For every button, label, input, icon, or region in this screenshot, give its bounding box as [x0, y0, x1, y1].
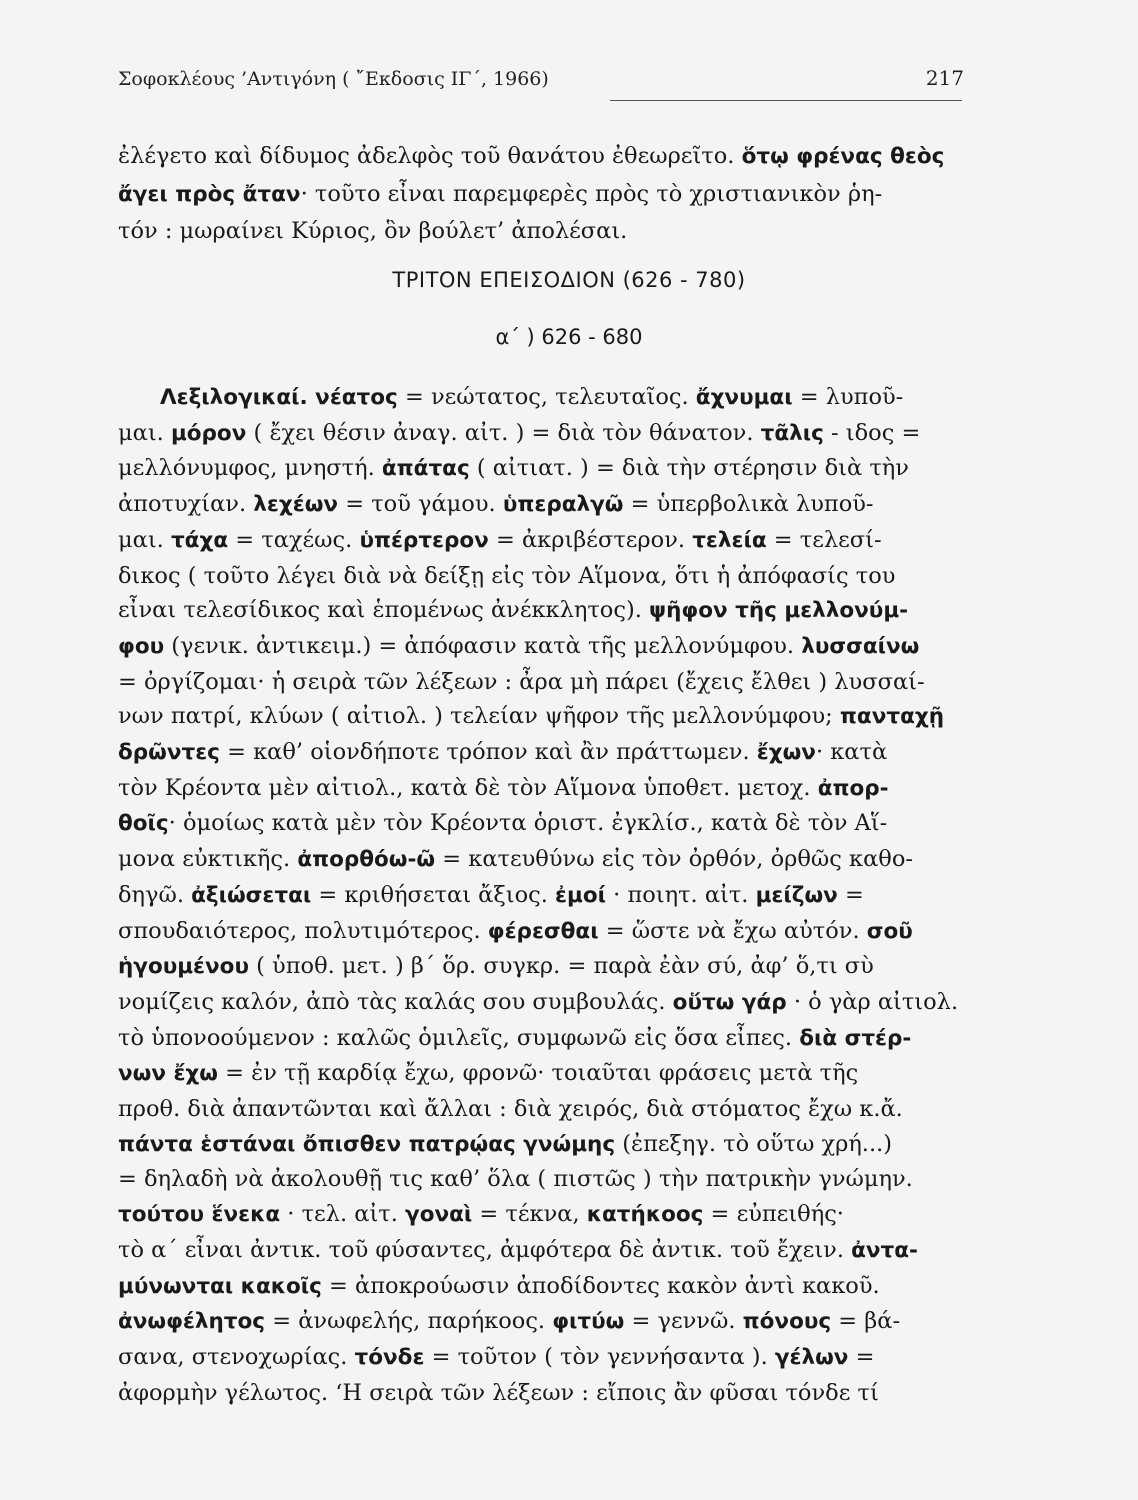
- text-line: [118, 1340, 970, 1376]
- bold-term: πάντα ἑστάναι ὄπισθεν πατρῴας γνώμης: [118, 1131, 616, 1157]
- text-line: [118, 735, 970, 771]
- text-run: ( ὑποθ. μετ. ) β΄ ὅρ. συγκρ. = παρὰ ἐὰν σύ, ἀφ’ ὅ,τι σὺ: [248, 953, 874, 980]
- text-run: =: [837, 881, 864, 908]
- bold-term: μόρον: [170, 420, 247, 446]
- bold-term: τάχα: [170, 527, 229, 553]
- bold-term: μείζων: [755, 882, 838, 908]
- text-run: μονα εὐκτικῆς.: [118, 846, 298, 873]
- text-run: σανα, στενοχωρίας.: [118, 1343, 355, 1370]
- text-line: [118, 416, 970, 452]
- text-run: (ἐπεξηγ. τὸ οὕτω χρή...): [615, 1130, 893, 1157]
- text-line: [118, 380, 970, 416]
- text-run: = ἀνωφελής, παρήκοος.: [265, 1308, 553, 1335]
- text-line: [118, 1197, 970, 1233]
- text-run: μελλόνυμφος, μνηστή.: [118, 455, 382, 482]
- text-run: = ἀκριβέστερον.: [488, 526, 693, 553]
- text-run: · ὁμοίως κατὰ μὲν τὸν Κρέοντα ὁριστ. ἐγκλίσ., κατὰ δὲ τὸν Αἵ-: [168, 810, 888, 837]
- text-run: =: [848, 1343, 875, 1370]
- text-line: [118, 878, 970, 914]
- text-run: = βά-: [831, 1308, 901, 1335]
- text-run: ἀποτυχίαν.: [118, 491, 254, 518]
- bold-term: τελεία: [692, 527, 767, 553]
- bold-term: ἔχων: [756, 740, 816, 766]
- text-run: = ὀργίζομαι· ἡ σειρὰ τῶν λέξεων : ἆρα μὴ πάρει (ἔχεις ἔλθει ) λυσσαί-: [118, 668, 925, 695]
- bold-term: τᾶλις: [760, 420, 824, 446]
- text-line: [118, 1376, 970, 1411]
- text-run: · ποιητ. αἰτ.: [605, 881, 756, 908]
- text-run: = τοῦ γάμου.: [338, 491, 503, 518]
- bold-term: κατήκοος: [586, 1202, 704, 1228]
- header-rule: [610, 100, 962, 101]
- bold-term: ἀπορθόω-ῶ: [297, 847, 436, 873]
- text-run: = ταχέως.: [228, 526, 360, 553]
- bold-term: νέατος: [315, 385, 398, 410]
- bold-term: φου: [118, 633, 165, 659]
- bold-term: γέλων: [774, 1344, 849, 1370]
- text-run: · ὁ γὰρ αἰτιολ.: [786, 988, 959, 1015]
- text-line: [118, 213, 970, 250]
- text-run: δικος ( τοῦτο λέγει διὰ νὰ δείξῃ εἰς τὸν Αἵμονα, ὅτι ἡ ἀπόφασίς του: [118, 562, 896, 589]
- text-line: [118, 1056, 970, 1092]
- bold-term: τόνδε: [354, 1344, 425, 1370]
- text-run: = εὐπειθής·: [703, 1201, 844, 1228]
- bold-term: ὅτῳ φρένας θεὸς: [741, 144, 945, 169]
- text-run: - ιδος =: [823, 419, 921, 446]
- bold-term: θοῖς: [118, 811, 169, 837]
- intro-paragraph: [118, 138, 970, 250]
- text-run: τὸν Κρέοντα μὲν αἰτιολ., κατὰ δὲ τὸν Αἵμονα ὑποθετ. μετοχ.: [118, 774, 818, 801]
- subsection-title: α΄ ) 626 - 680: [495, 325, 643, 349]
- text-run: σπουδαιότερος, πολυτιμότερος.: [118, 917, 488, 944]
- section-title: ΤΡΙΤΟΝ ΕΠΕΙΣΟΔΙΟΝ (626 - 780): [392, 268, 746, 292]
- bold-term: φέρεσθαι: [487, 918, 599, 944]
- text-line: [118, 1304, 970, 1340]
- text-run: = ὑπερβολικὰ λυποῦ-: [623, 491, 874, 518]
- text-line: [118, 523, 970, 559]
- text-run: = τελεσί-: [766, 526, 882, 553]
- text-line: [118, 451, 970, 487]
- bold-term: ἄγει πρὸς ἄταν: [118, 181, 301, 207]
- bold-term: λεχέων: [253, 492, 339, 518]
- text-line: [118, 593, 970, 629]
- text-line: [118, 138, 970, 176]
- text-run: προθ. διὰ ἀπαντῶνται καὶ ἄλλαι : διὰ χειρός, διὰ στόματος ἔχω κ.ἄ.: [118, 1096, 903, 1123]
- glossary-paragraph: [118, 380, 970, 1410]
- text-run: · τελ. αἰτ.: [280, 1201, 406, 1228]
- bold-term: ἀπάτας: [381, 456, 470, 482]
- bold-term: οὕτω γάρ: [672, 989, 787, 1015]
- bold-term: πόνους: [742, 1309, 832, 1335]
- text-line: [118, 842, 970, 878]
- bold-term: σοῦ: [866, 918, 913, 944]
- bold-term: γοναὶ: [405, 1202, 473, 1228]
- text-line: [118, 985, 970, 1021]
- text-line: [118, 914, 970, 950]
- text-run: = ὥστε νὰ ἔχω αὐτόν.: [598, 917, 867, 944]
- bold-term: ἄχνυμαι: [695, 385, 793, 410]
- text-run: = τέκνα,: [472, 1201, 587, 1228]
- bold-term: ἀντα-: [851, 1237, 918, 1263]
- text-run: = καθ’ οἱονδήποτε τρόπον καὶ ἂν πράττωμεν.: [219, 739, 757, 766]
- bold-term: μύνωνται κακοῖς: [118, 1273, 322, 1299]
- text-run: μαι.: [118, 526, 171, 553]
- text-line: [118, 806, 970, 842]
- running-title: Σοφοκλέους ’Αντιγόνη ( ῎Εκδοσις ΙΓ΄, 1966): [118, 68, 549, 90]
- bold-term: ἐμοί: [555, 882, 606, 908]
- text-line: [118, 699, 970, 735]
- text-run: · τοῦτο εἶναι παρεμφερὲς πρὸς τὸ χριστιανικὸν ῥη-: [300, 180, 883, 207]
- bold-term: δρῶντες: [118, 740, 220, 766]
- text-run: = κριθήσεται ἄξιος.: [311, 881, 556, 908]
- bold-term: φιτύω: [552, 1309, 625, 1335]
- bold-term: νων ἔχω: [118, 1061, 218, 1087]
- text-line: [118, 559, 970, 594]
- text-run: · κατὰ: [815, 739, 888, 766]
- text-run: = τοῦτον ( τὸν γεννήσαντα ).: [424, 1343, 775, 1370]
- bold-term: τούτου ἕνεκα: [118, 1202, 281, 1228]
- text-run: = κατευθύνω εἰς τὸν ὀρθόν, ὀρθῶς καθο-: [435, 846, 913, 873]
- bold-term: ὑπέρτερον: [359, 527, 489, 553]
- bold-term: ἡγουμένου: [118, 954, 249, 980]
- text-run: τὸ α΄ εἶναι ἀντικ. τοῦ φύσαντες, ἀμφότερα δὲ ἀντικ. τοῦ ἔχειν.: [118, 1236, 852, 1263]
- text-run: δηγῶ.: [118, 881, 192, 908]
- text-line: [118, 629, 970, 665]
- bold-term: ὑπεραλγῶ: [502, 492, 624, 518]
- text-run: εἶναι τελεσίδικος καὶ ἑπομένως ἀνέκκλητος).: [118, 597, 650, 624]
- text-run: μαι.: [118, 419, 171, 446]
- text-run: = λυποῦ-: [792, 384, 904, 410]
- text-line: [118, 176, 970, 214]
- page-header: [118, 66, 964, 90]
- text-line: [118, 665, 970, 700]
- bold-term: πανταχῇ: [839, 704, 945, 730]
- bold-term: ἀξιώσεται: [191, 882, 312, 908]
- text-line: [118, 1233, 970, 1269]
- text-line: [118, 487, 970, 523]
- text-line: [118, 1127, 970, 1163]
- text-run: = ἀποκρούωσιν ἀποδίδοντες κακὸν ἀντὶ κακοῦ.: [321, 1272, 880, 1299]
- bold-term: Λεξιλογικαί.: [160, 385, 316, 410]
- text-run: νομίζεις καλόν, ἀπὸ τὰς καλάς σου συμβουλάς.: [118, 988, 673, 1015]
- text-run: = ἐν τῇ καρδίᾳ ἔχω, φρονῶ· τοιαῦται φράσεις μετὰ τῆς: [217, 1060, 859, 1087]
- text-line: [118, 949, 970, 985]
- text-run: = νεώτατος, τελευταῖος.: [397, 384, 696, 410]
- text-run: = δηλαδὴ νὰ ἀκολουθῇ τις καθ’ ὅλα ( πιστῶς ) τὴν πατρικὴν γνώμην.: [118, 1166, 913, 1193]
- text-line: [118, 1162, 970, 1197]
- bold-term: ἀνωφέλητος: [118, 1309, 266, 1335]
- text-run: ἀφορμὴν γέλωτος. ‘Η σειρὰ τῶν λέξεων : εἴποις ἂν φῦσαι τόνδε τί: [118, 1379, 879, 1406]
- bold-term: ψῆφον τῆς μελλονύμ-: [649, 598, 909, 624]
- text-run: τόν : μωραίνει Κύριος, ὃν βούλετ’ ἀπολέσαι.: [118, 218, 628, 244]
- text-run: τὸ ὑπονοούμενον : καλῶς ὁμιλεῖς, συμφωνῶ εἰς ὅσα εἶπες.: [118, 1024, 800, 1051]
- text-run: (γενικ. ἀντικειμ.) = ἀπόφασιν κατὰ τῆς μελλονύμφου.: [164, 632, 802, 659]
- text-line: [118, 1269, 970, 1305]
- page-number: 217: [925, 66, 964, 90]
- text-run: = γεννῶ.: [624, 1308, 743, 1335]
- text-run: ( αἰτιατ. ) = διὰ τὴν στέρησιν διὰ τὴν: [469, 455, 909, 482]
- text-run: νων πατρί, κλύων ( αἰτιολ. ) τελείαν ψῆφον τῆς μελλονύμφου;: [118, 703, 840, 730]
- text-run: ( ἔχει θέσιν ἀναγ. αἰτ. ) = διὰ τὸν θάνατον.: [246, 419, 761, 446]
- bold-term: ἀπορ-: [817, 775, 889, 801]
- text-line: [118, 1021, 970, 1057]
- text-line: [118, 1092, 970, 1127]
- text-run: ἐλέγετο καὶ δίδυμος ἀδελφὸς τοῦ θανάτου ἐθεωρεῖτο.: [118, 143, 742, 169]
- text-line: [118, 771, 970, 807]
- bold-term: διὰ στέρ-: [799, 1025, 912, 1051]
- bold-term: λυσσαίνω: [801, 633, 920, 659]
